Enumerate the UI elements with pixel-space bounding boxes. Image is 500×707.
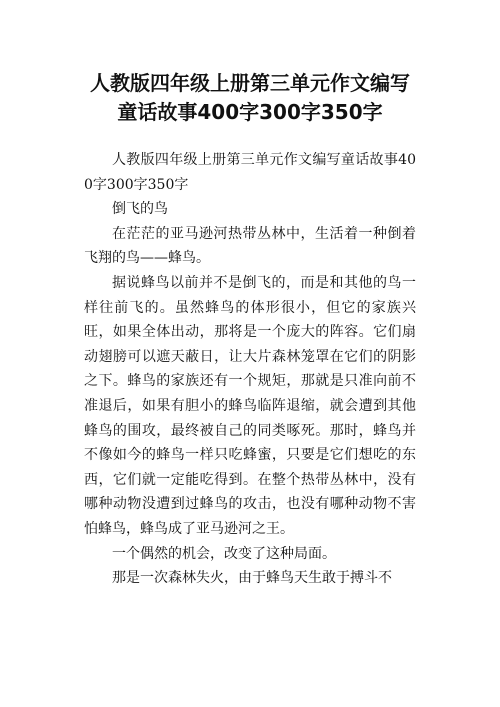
document-body [84,148,416,591]
paragraph-1: 在茫茫的亚马逊河热带丛林中，生活着一种倒着飞翔的鸟——蜂鸟。 [84,225,416,267]
paragraph-3: 一个偶然的机会，改变了这种局面。 [112,545,336,562]
paragraph-2: 据说蜂鸟以前并不是倒飞的，而是和其他的鸟一样往前飞的。虽然蜂鸟的体形很小，但它的家族兴旺，如果全体出动，那将是一个庞大的阵容。它们扇动翅膀可以遮天蔽日，让大片森林笼罩在它们的阴影之下。蜂鸟的家族还有一个规矩，那就是只准向前不准退后，如果有胆小的蜂鸟临阵退缩，就会遭到其他蜂鸟的围攻，最终被自己的同类啄死。那时，蜂鸟并不像如今的蜂鸟一样只吃蜂蜜，只要是它们想吃的东西，它们就一定能吃得到。在整个热带丛林中，没有哪种动物没遭到过蜂鸟的攻击，也没有哪种动物不害怕蜂鸟，蜂鸟成了亚马逊河之王。 [84,274,416,537]
paragraph-4: 那是一次森林失火，由于蜂鸟天生敢于搏斗不 [112,570,392,587]
document-title [60,69,440,127]
title-line-1: 人教版四年级上册第三单元作文编写 [90,71,410,96]
title-line-2: 童话故事400字300字350字 [117,100,383,125]
story-title: 倒飞的鸟 [112,201,168,218]
intro-paragraph: 人教版四年级上册第三单元作文编写童话故事400字300字350字 [84,152,416,193]
